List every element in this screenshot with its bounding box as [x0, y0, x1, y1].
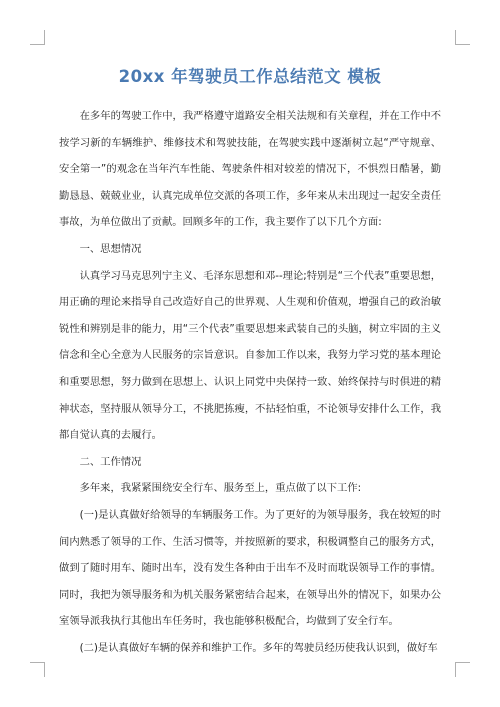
document-title: 20xx 年驾驶员工作总结范文 模板 — [118, 67, 382, 86]
crop-mark-bottom-right — [455, 662, 470, 677]
section-heading-work: 二、工作情况 — [79, 455, 142, 468]
crop-mark-top-left — [30, 30, 45, 45]
crop-mark-top-right — [455, 30, 470, 45]
paragraph-work-intro: 多年来，我紧紧围绕安全行车、服务至上，重点做了以下工作: — [79, 482, 362, 495]
document-body — [59, 103, 441, 661]
paragraph-thought: 认真学习马克思列宁主义、毛泽东思想和邓--理论;特别是“三个代表”重要思想，用正确的理论来指导自己改造好自己的世界观、人生观和价值观，增强自己的政治敏锐性和辨别是非的能力，用“三个代表”重要思想来武装自己的头脑，树立牢固的主义信念和全心全意为人民服务的宗旨意识。自参加工作以来，我努力学习党的基本理论和重要思想，努力做到在思想上、认识上同党中央保持一致、始终保持与时俱进的精神状态，坚持服从领导分工，不挑肥拣瘦，不拈轻怕重，不论领导安排什么工作，我都自觉认真的去履行。 — [59, 269, 441, 442]
section-heading-thought: 一、思想情况 — [79, 242, 142, 255]
paragraph-work-item-2: (二)是认真做好车辆的保养和维护工作。多年的驾驶员经历使我认识到，做好车 — [79, 641, 438, 654]
paragraph-work-item-1: (一)是认真做好给领导的车辆服务工作。为了更好的为领导服务，我在较短的时间内熟悉了领导的工作、生活习惯等，并按照新的要求，积极调整自己的服务方式，做到了随时用车、随时出车，没有发生各种由于出车不及时而耽误领导工作的事情。同时，我把为领导服务和为机关服务紧密结合起来，在领导出外的情况下，如果办公室领导派我执行其他出车任务时，我也能够积极配合，均做到了安全行车。 — [59, 508, 441, 628]
crop-mark-bottom-left — [30, 662, 45, 677]
paragraph-intro: 在多年的驾驶工作中，我严格遵守道路安全相关法规和有关章程，并在工作中不按学习新的车辆维护、维修技术和驾驶技能，在驾驶实践中逐渐树立起“严守规章、安全第一”的观念在当年汽车性能、驾驶条件相对较差的情况下，不惧烈日酷暑，勤勤恳恳、兢兢业业，认真完成单位交派的各项工作，多年来从未出现过一起安全责任事故，为单位做出了贡献。回顾多年的工作，我主要作了以下几个方面: — [59, 110, 441, 229]
